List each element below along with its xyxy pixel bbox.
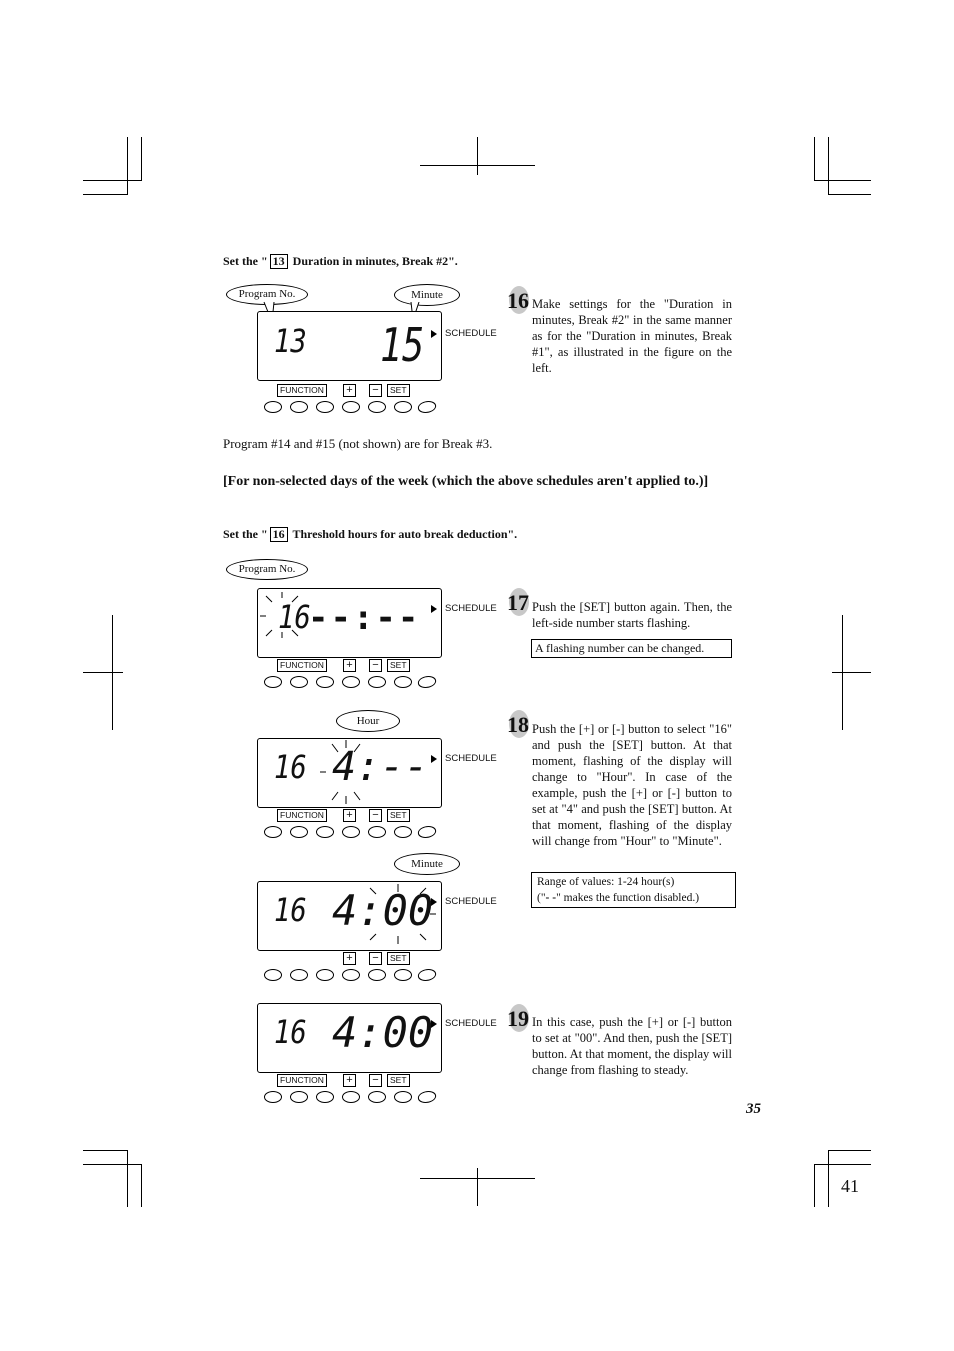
set-button-label: SET bbox=[387, 1074, 410, 1087]
crop-mark bbox=[127, 137, 128, 195]
outer-page-number: 41 bbox=[841, 1176, 859, 1196]
program-number-box: 13 bbox=[270, 254, 288, 269]
plus-button-label: + bbox=[343, 952, 356, 965]
plus-button-label: + bbox=[343, 384, 356, 397]
inner-page-number: 35 bbox=[746, 1101, 761, 1117]
schedule-indicator-icon bbox=[431, 898, 437, 906]
button-oval bbox=[316, 401, 334, 413]
schedule-indicator-icon bbox=[431, 330, 437, 338]
set-text: Duration in minutes, Break #2". bbox=[292, 254, 458, 268]
set-prefix: Set the " bbox=[223, 527, 268, 541]
step-17-text: Push the [SET] button again. Then, the left-side number starts flashing. bbox=[532, 600, 732, 630]
button-oval bbox=[264, 1091, 282, 1103]
button-oval bbox=[368, 676, 386, 688]
minus-button-label: − bbox=[369, 384, 382, 397]
program-no-callout: Program No. bbox=[226, 559, 308, 580]
step-number-19: 19 bbox=[507, 1006, 529, 1031]
set-instruction-16 bbox=[223, 527, 517, 542]
schedule-label: SCHEDULE bbox=[445, 896, 497, 907]
lcd-program-digits: 16 bbox=[274, 891, 307, 929]
button-oval bbox=[416, 969, 437, 981]
lcd-program-digits: 13 bbox=[274, 322, 307, 360]
set-instruction-13 bbox=[223, 254, 458, 269]
set-button-label: SET bbox=[387, 659, 410, 672]
step-16-text: Make settings for the "Duration in minutes, Break #2" in the same manner as for the "Duration in minutes, Break #1", as illustrated in the figure on the left. bbox=[532, 297, 732, 375]
lcd-value-text: 4:-- bbox=[332, 744, 429, 790]
crop-mark bbox=[83, 1150, 128, 1151]
button-oval bbox=[342, 401, 360, 413]
crop-mark bbox=[477, 1168, 478, 1206]
minute-callout: Minute bbox=[394, 284, 460, 306]
crop-mark bbox=[83, 672, 123, 673]
lcd-value-text: --:-- bbox=[308, 598, 421, 638]
dash-symbol: - - bbox=[545, 892, 557, 904]
button-oval bbox=[416, 826, 437, 838]
crop-mark bbox=[814, 180, 871, 181]
crop-mark bbox=[420, 165, 535, 166]
button-oval bbox=[264, 401, 282, 413]
button-oval bbox=[290, 969, 308, 981]
minute-callout: Minute bbox=[394, 853, 460, 875]
program-note: Program #14 and #15 (not shown) are for Break #3. bbox=[223, 436, 493, 451]
button-oval bbox=[368, 826, 386, 838]
schedule-label: SCHEDULE bbox=[445, 603, 497, 614]
button-oval bbox=[290, 1091, 308, 1103]
program-no-callout: Program No. bbox=[226, 284, 308, 305]
lcd-value-text: 4:00 bbox=[332, 886, 434, 935]
crop-mark bbox=[814, 1164, 871, 1165]
hour-callout: Hour bbox=[336, 710, 400, 732]
button-oval bbox=[416, 1091, 437, 1103]
range-note bbox=[531, 872, 736, 908]
button-oval bbox=[316, 826, 334, 838]
range-note-line1: Range of values: 1-24 hour(s) bbox=[537, 876, 675, 888]
crop-mark bbox=[828, 137, 829, 195]
crop-mark bbox=[141, 137, 142, 181]
button-oval bbox=[342, 1091, 360, 1103]
button-oval bbox=[394, 826, 412, 838]
minus-button-label: − bbox=[369, 1074, 382, 1087]
crop-mark bbox=[83, 1164, 142, 1165]
crop-mark bbox=[828, 1150, 829, 1207]
button-oval bbox=[394, 676, 412, 688]
schedule-label: SCHEDULE bbox=[445, 1018, 497, 1029]
step-number-16: 16 bbox=[507, 288, 529, 313]
button-oval bbox=[316, 1091, 334, 1103]
crop-mark bbox=[828, 1150, 871, 1151]
crop-mark bbox=[127, 1150, 128, 1207]
button-oval bbox=[316, 969, 334, 981]
step-number-17: 17 bbox=[507, 590, 529, 615]
schedule-indicator-icon bbox=[431, 755, 437, 763]
button-oval bbox=[416, 676, 437, 688]
button-oval bbox=[394, 1091, 412, 1103]
set-prefix: Set the " bbox=[223, 254, 268, 268]
button-oval bbox=[368, 969, 386, 981]
button-oval bbox=[264, 826, 282, 838]
function-button-label: FUNCTION bbox=[277, 659, 327, 672]
button-oval bbox=[290, 826, 308, 838]
button-oval bbox=[342, 969, 360, 981]
lcd-value-text: 4:00 bbox=[332, 1008, 434, 1057]
schedule-indicator-icon bbox=[431, 605, 437, 613]
button-oval bbox=[264, 969, 282, 981]
function-button-label: FUNCTION bbox=[277, 384, 327, 397]
minus-button-label: − bbox=[369, 659, 382, 672]
crop-mark bbox=[477, 137, 478, 175]
crop-mark bbox=[83, 180, 142, 181]
crop-mark bbox=[814, 1164, 815, 1207]
crop-mark bbox=[828, 194, 871, 195]
schedule-indicator-icon bbox=[431, 1020, 437, 1028]
program-number-box: 16 bbox=[270, 527, 288, 542]
button-oval bbox=[342, 676, 360, 688]
minus-button-label: − bbox=[369, 952, 382, 965]
button-oval bbox=[342, 826, 360, 838]
crop-mark bbox=[420, 1178, 535, 1179]
step-19-text: In this case, push the [+] or [-] button to set at "00". And then, push the [SET] button. At that moment, the display will change from flashing to steady. bbox=[532, 1015, 732, 1077]
schedule-label: SCHEDULE bbox=[445, 328, 497, 339]
button-oval bbox=[290, 676, 308, 688]
lcd-program-digits: 16 bbox=[274, 1013, 307, 1051]
flashing-note: A flashing number can be changed. bbox=[531, 639, 732, 658]
lcd-program-digits: 16 bbox=[274, 748, 307, 786]
button-oval bbox=[416, 401, 437, 413]
set-button-label: SET bbox=[387, 809, 410, 822]
lcd-value-digits: 15 bbox=[380, 318, 425, 372]
plus-button-label: + bbox=[343, 659, 356, 672]
button-oval bbox=[368, 401, 386, 413]
button-oval bbox=[394, 401, 412, 413]
function-button-label: FUNCTION bbox=[277, 1074, 327, 1087]
button-oval bbox=[264, 676, 282, 688]
crop-mark bbox=[832, 672, 871, 673]
set-button-label: SET bbox=[387, 952, 410, 965]
non-selected-days-heading: [For non-selected days of the week (which the above schedules aren't applied to.)] bbox=[223, 474, 709, 489]
step-18-text: Push the [+] or [-] button to select "16" and push the [SET] button. At that moment, flashing of the display will change to "Hour". In case of the example, push the [+] or [-] button to set at "4" and push the [SET] button. At that moment, flashing of the display will change from "Hour" to "Minute". bbox=[532, 722, 732, 848]
step-number-18: 18 bbox=[507, 712, 529, 737]
lcd-program-digits: 16 bbox=[278, 598, 311, 636]
plus-button-label: + bbox=[343, 1074, 356, 1087]
plus-button-label: + bbox=[343, 809, 356, 822]
button-oval bbox=[316, 676, 334, 688]
button-oval bbox=[290, 401, 308, 413]
button-oval bbox=[368, 1091, 386, 1103]
crop-mark bbox=[83, 194, 128, 195]
function-button-label: FUNCTION bbox=[277, 809, 327, 822]
button-oval bbox=[394, 969, 412, 981]
set-text: Threshold hours for auto break deduction". bbox=[292, 527, 518, 541]
crop-mark bbox=[141, 1164, 142, 1207]
set-button-label: SET bbox=[387, 384, 410, 397]
crop-mark bbox=[814, 137, 815, 181]
range-note-line2: ("- -" makes the function disabled.) bbox=[537, 892, 700, 904]
minus-button-label: − bbox=[369, 809, 382, 822]
schedule-label: SCHEDULE bbox=[445, 753, 497, 764]
